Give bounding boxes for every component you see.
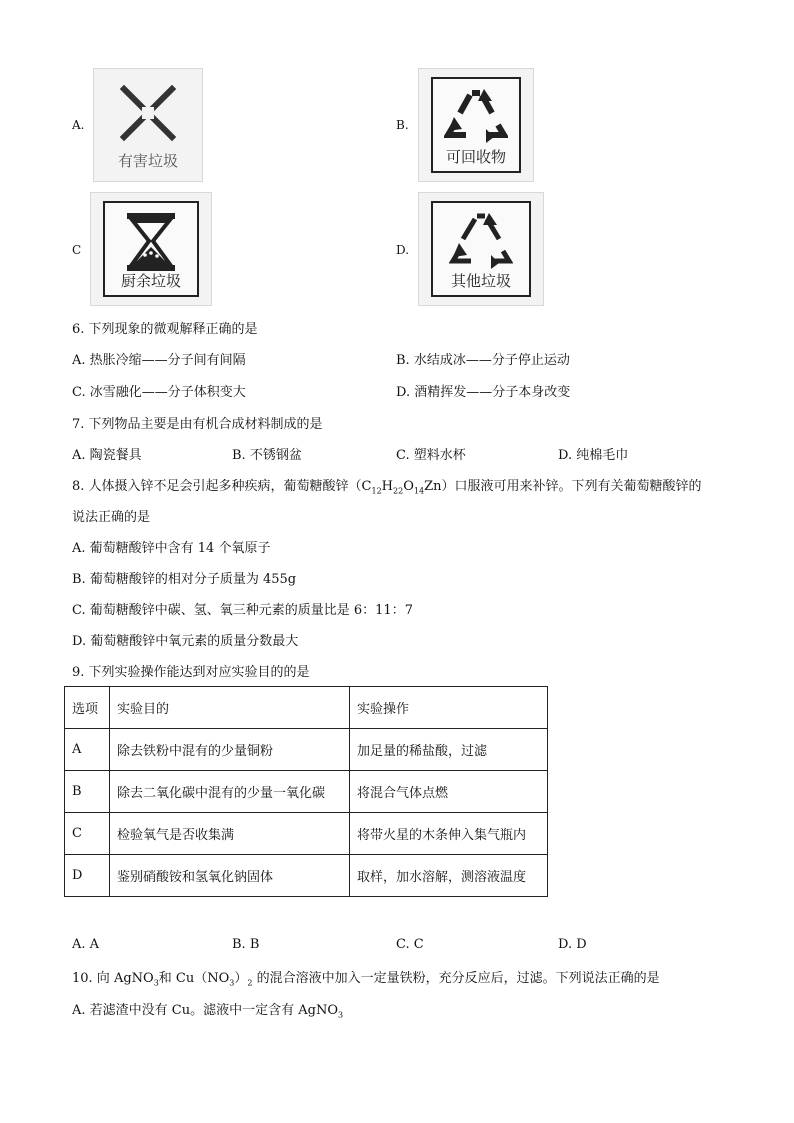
q6-option-c[interactable]: C. 冰雪融化——分子体积变大 [72,385,246,400]
row-c-option: C [65,813,110,855]
row-b-option: B [65,771,110,813]
q7-option-a[interactable]: A. 陶瓷餐具 [72,448,142,463]
row-a-operation: 加足量的稀盐酸，过滤 [350,729,548,771]
sign-caption-d: 其他垃圾 [450,272,511,290]
experiment-table [64,686,548,897]
harmful-waste-sign[interactable] [93,68,203,182]
harmful-waste-icon [116,81,180,145]
sign-caption-a: 有害垃圾 [117,152,178,170]
row-a-option: A [65,729,110,771]
table-row [65,771,548,813]
recycle-icon [444,87,508,145]
q9-option-a[interactable]: A. A [72,937,100,952]
q7-option-c[interactable]: C. 塑料水杯 [396,448,466,463]
q8-option-a[interactable]: A. 葡萄糖酸锌中含有 14 个氧原子 [72,541,271,556]
row-d-option: D [65,855,110,897]
q8-option-d[interactable]: D. 葡萄糖酸锌中氧元素的质量分数最大 [72,634,299,649]
other-waste-icon [449,211,513,269]
header-purpose: 实验目的 [110,687,350,729]
question-6-stem: 6. 下列现象的微观解释正确的是 [72,322,258,337]
kitchen-waste-sign[interactable] [90,192,212,306]
table-row [65,729,548,771]
question-10-stem: 10. 向 AgNO$_3$和 $Cu(NO_3)_2$ 的混合溶液中加入一定量铁粉，充分反应后，过滤。下列说法正确的是 [72,971,660,988]
header-operation: 实验操作 [350,687,548,729]
row-d-purpose: 鉴别硝酸铵和氢氧化钠固体 [110,855,350,897]
table-row [65,855,548,897]
row-b-purpose: 除去二氧化碳中混有的少量一氧化碳 [110,771,350,813]
q6-option-b[interactable]: B. 水结成冰——分子停止运动 [396,353,570,368]
q7-option-d[interactable]: D. 纯棉毛巾 [558,448,629,463]
q6-option-a[interactable]: A. 热胀冷缩——分子间有间隔 [72,353,246,368]
q8-option-c[interactable]: C. 葡萄糖酸锌中碳、氢、氧三种元素的质量比是 6：11：7 [72,603,413,618]
question-7-stem: 7. 下列物品主要是由有机合成材料制成的是 [72,417,323,432]
row-a-purpose: 除去铁粉中混有的少量铜粉 [110,729,350,771]
q9-option-d[interactable]: D. D [558,937,587,952]
q7-option-b[interactable]: B. 不锈钢盆 [232,448,302,463]
question-8-stem: 8. 人体摄入锌不足会引起多种疾病，葡萄糖酸锌$(C_{12}H_{22}O_{14}Zn)$口服液可用来补锌。下列有关葡萄糖酸锌的 [72,479,702,496]
table-header-row [65,687,548,729]
q9-option-c[interactable]: C. C [396,937,424,952]
recyclable-sign[interactable] [418,68,534,182]
other-waste-sign[interactable] [418,192,544,306]
kitchen-waste-icon [123,211,179,273]
option-b-label[interactable]: B. [396,118,409,132]
row-c-operation: 将带火星的木条伸入集气瓶内 [350,813,548,855]
question-9-stem: 9. 下列实验操作能达到对应实验目的的是 [72,665,310,680]
q9-option-b[interactable]: B. B [232,937,260,952]
header-option: 选项 [65,687,110,729]
q10-option-a[interactable]: A. 若滤渣中没有 Cu。滤液中一定含有 AgNO$_3$ [72,1003,344,1020]
sign-caption-b: 可回收物 [445,148,506,166]
option-d-label[interactable]: D. [396,243,410,257]
row-b-operation: 将混合气体点燃 [350,771,548,813]
q8-option-b[interactable]: B. 葡萄糖酸锌的相对分子质量为 455g [72,572,297,587]
sign-caption-c: 厨余垃圾 [120,272,181,290]
q6-option-d[interactable]: D. 酒精挥发——分子本身改变 [396,385,571,400]
row-d-operation: 取样，加水溶解，测溶液温度 [350,855,548,897]
question-8-stem-line2: 说法正确的是 [72,510,151,525]
table-row [65,813,548,855]
option-c-label[interactable]: C [72,243,82,257]
option-a-label[interactable]: A. [72,118,85,132]
row-c-purpose: 检验氧气是否收集满 [110,813,350,855]
